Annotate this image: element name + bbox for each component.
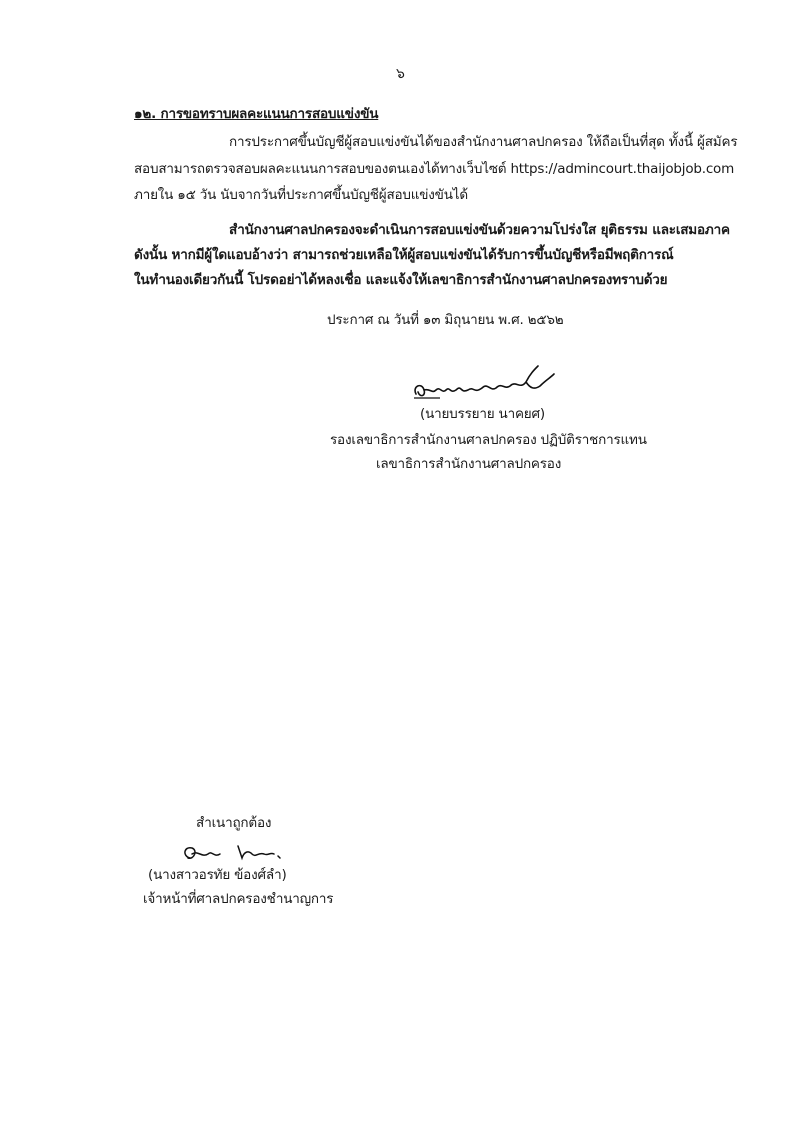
certified-copy-label: สำเนาถูกต้อง — [196, 815, 272, 831]
paragraph-2-line-1: สำนักงานศาลปกครองจะดำเนินการสอบแข่งขันด้วยความโปร่งใส ยุติธรรม และเสมอภาค — [229, 222, 730, 238]
page-number: ๖ — [396, 66, 405, 82]
section-12-heading: ๑๒. การขอทราบผลคะแนนการสอบแข่งขัน — [134, 106, 379, 122]
paragraph-1-line-1: การประกาศขึ้นบัญชีผู้สอบแข่งขันได้ของสำนักงานศาลปกครอง ให้ถือเป็นที่สุด ทั้งนี้ ผู้สมัคร — [229, 134, 738, 150]
paragraph-2-line-3: ในทำนองเดียวกันนี้ โปรดอย่าได้หลงเชื่อ และแจ้งให้เลขาธิการสำนักงานศาลปกครองทราบด้วย — [134, 272, 668, 288]
signatory-title-line-2: เลขาธิการสำนักงานศาลปกครอง — [376, 456, 562, 472]
announcement-date: ประกาศ ณ วันที่ ๑๓ มิถุนายน พ.ศ. ๒๕๖๒ — [327, 312, 564, 328]
paragraph-1-line-2: สอบสามารถตรวจสอบผลคะแนนการสอบของตนเองได้ทางเว็บไซต์ https://admincourt.thaijobjob.com — [134, 161, 735, 177]
signatory-name: (นายบรรยาย นาคยศ) — [420, 406, 545, 422]
signatory-title-line-1: รองเลขาธิการสำนักงานศาลปกครอง ปฏิบัติราชการแทน — [330, 432, 647, 448]
signature-image — [410, 360, 560, 406]
paragraph-1-line-3: ภายใน ๑๕ วัน นับจากวันที่ประกาศขึ้นบัญชีผู้สอบแข่งขันได้ — [134, 187, 468, 203]
certified-copy-position: เจ้าหน้าที่ศาลปกครองชำนาญการ — [143, 891, 334, 907]
certification-signature-image — [178, 840, 290, 868]
certified-copy-name: (นางสาวอรทัย ข้องศ์ลำ) — [148, 867, 287, 883]
paragraph-2-line-2: ดังนั้น หากมีผู้ใดแอบอ้างว่า สามารถช่วยเหลือให้ผู้สอบแข่งขันได้รับการขึ้นบัญชีหรือมีพฤติการณ์ — [134, 247, 674, 263]
